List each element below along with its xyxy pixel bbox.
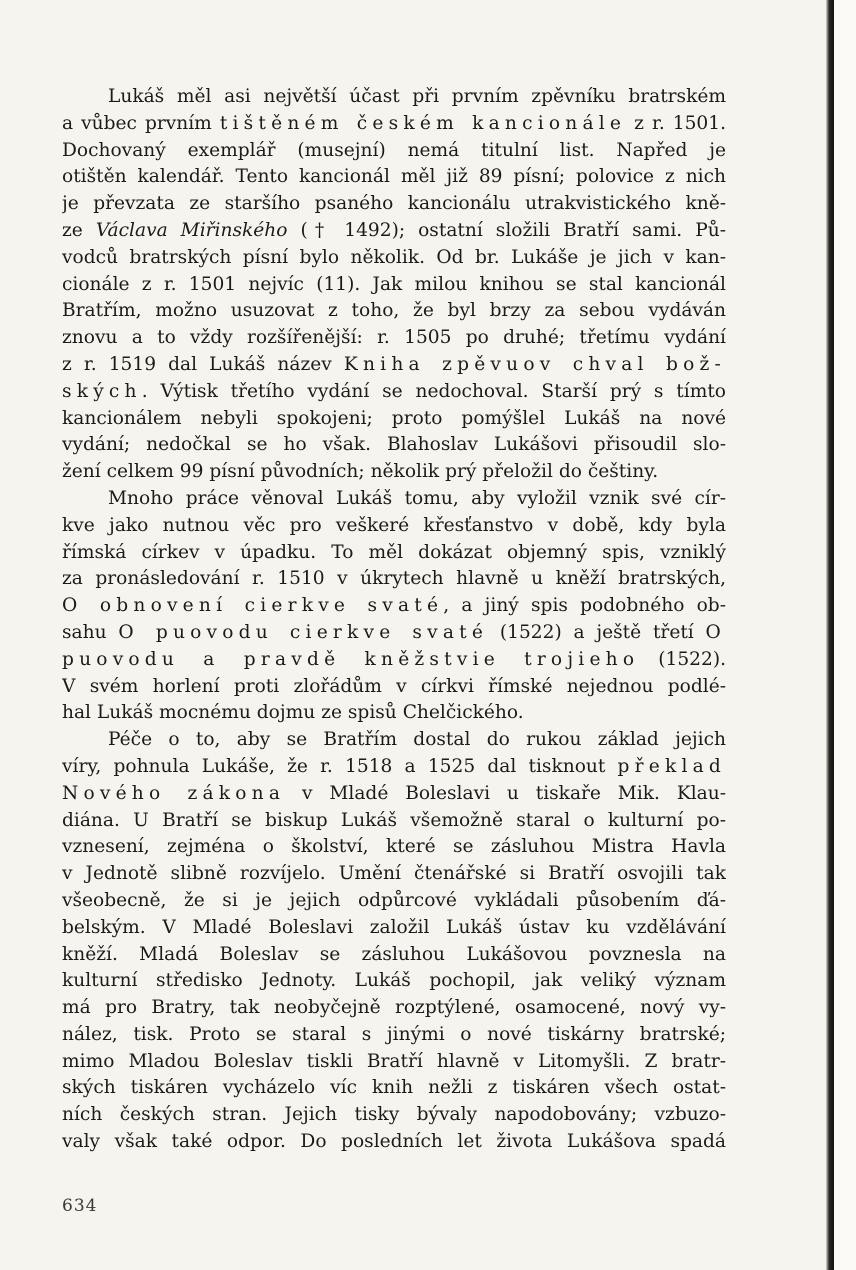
text-run: otištěn kalendář. Tento kancionál měl již 89 písní; polovice z nich [62,166,726,188]
text-line [62,1129,726,1156]
text-run: Péče o to, aby se Bratřím dostal do rukou základ jejich [108,729,726,751]
text-line [62,486,726,513]
text-run: vydání; nedočkal se ho však. Blahoslav Lukášovi přisoudil slo- [62,434,726,456]
text-run: kněží. Mladá Boleslav se zásluhou Lukášovou povznesla na [62,943,726,965]
text-run: belským. V Mladé Boleslavi založil Lukáš ústav ku vzdělávání [62,916,726,938]
text-line [62,727,726,754]
page-gutter [834,0,856,1270]
text-line [62,111,726,138]
text-run: Bratřím, možno usuzovat z toho, že byl brzy za sebou vydáván [62,300,726,322]
text-line [62,781,726,808]
text-run: sahu [62,621,119,643]
text-line [62,1022,726,1049]
text-line [62,298,726,325]
text-line [62,432,726,459]
text-run: kulturní středisko Jednoty. Lukáš pochopil, jak veliký význam [62,970,726,992]
text-run: ze [62,219,96,241]
spaced-emphasis: O puovodu cierkve svaté [118,621,489,643]
page-number: 634 [62,1196,98,1216]
text-run: římská církev v úpadku. To měl dokázat objemný spis, vzniklý [62,541,726,563]
text-run: žení celkem 99 písní původních; několik prý přeložil do češtiny. [62,461,659,483]
text-line [62,942,726,969]
text-line [62,674,726,701]
text-run: z r. 1519 dal Lukáš název [62,353,344,375]
text-line [62,808,726,835]
text-line [62,406,726,433]
text-run: cionále z r. 1501 nejvíc (11). Jak milou knihou se stal kancionál [62,273,726,295]
text-line [62,218,726,245]
text-line [62,968,726,995]
text-run: víry, pohnula Lukáše, že r. 1518 a 1525 dal tisknout [62,755,618,777]
text-run: v Mladé Boleslavi u tiskaře Mik. Klau- [285,782,726,804]
text-line [62,191,726,218]
text-line [62,861,726,888]
text-run: znovu a to vždy rozšířenější: r. 1505 po druhé; třetímu vydání [62,327,726,349]
text-line [62,1049,726,1076]
text-run: V svém horlení proti zlořádům v církvi římské nejednou podlé- [62,675,726,697]
text-line [62,164,726,191]
text-run: diána. U Bratří se biskup Lukáš všemožně staral o kulturní po- [62,809,726,831]
spaced-emphasis: O obnovení cierkve svaté [62,595,444,617]
spaced-emphasis: puovodu a pravdě kněžstvie trojieho [62,648,640,670]
text-run: Lukáš měl asi největší účast při prvním zpěvníku bratrském [108,86,726,107]
text-run: v Jednotě slibně rozvíjelo. Umění čtenářské si Bratří osvojili tak [62,863,726,885]
text-line [62,915,726,942]
text-line [62,700,726,727]
text-run: a vůbec prvním [62,112,220,134]
text-line [62,620,726,647]
spaced-emphasis: Nového zákona [62,782,286,804]
text-run: všeobecně, že si je jejich odpůrcové vykládali působením ďá- [62,889,726,911]
text-line [62,379,726,406]
text-line [62,888,726,915]
text-line [62,352,726,379]
text-line [62,540,726,567]
text-run: nález, tisk. Proto se staral s jinými o nové tiskárny bratrské; [62,1023,726,1045]
text-line [62,1102,726,1129]
text-run: . Výtisk třetího vydání se nedochoval. Starší prý s tímto [141,380,726,402]
body-text [62,84,726,1156]
text-run: vznesení, zejména o školství, které se zásluhou Mistra Havla [62,836,726,858]
text-line [62,245,726,272]
text-line [62,647,726,674]
text-run: kve jako nutnou věc pro veškeré křesťanstvo v době, kdy byla [62,514,726,536]
text-run: má pro Bratry, tak neobyčejně rozptýlené, osamocené, nový vy- [62,997,726,1019]
text-run: hal Lukáš mocnému dojmu ze spisů Chelčického. [62,702,524,724]
text-line [62,566,726,593]
spaced-emphasis: Kniha zpěvuov chval bož- [343,353,726,375]
text-line [62,138,726,165]
text-line [62,513,726,540]
text-run: Dochovaný exemplář (musejní) nemá titulní list. Napřed je [62,139,726,161]
text-line [62,272,726,299]
text-run: valy však také odpor. Do posledních let života Lukášova spadá [62,1131,726,1153]
text-run: kancionálem nebyli spokojeni; proto pomýšlel Lukáš na nové [62,407,726,429]
spaced-emphasis: ských [62,380,142,402]
text-line [62,593,726,620]
page-edge-shadow [826,0,834,1270]
text-line [62,1075,726,1102]
text-line [62,995,726,1022]
text-run: vodců bratrských písní bylo několik. Od br. Lukáše je jich v kan- [62,246,726,268]
text-line [62,325,726,352]
text-run: z r. 1501. [626,112,726,134]
italic-name: Václava Miřinského [95,219,288,241]
text-line [62,459,726,486]
text-run: (1522). [639,648,726,670]
spaced-emphasis: tištěném českém kancionále [219,112,627,134]
text-run: († 1492); ostatní složili Bratří sami. Pů- [287,219,726,241]
text-line [62,84,726,111]
text-run: , a jiný spis podobného ob- [443,595,726,617]
text-run: ských tiskáren vycházelo víc knih nežli z tiskáren všech ostat- [62,1077,726,1099]
text-line [62,754,726,781]
text-line [62,834,726,861]
text-run: mimo Mladou Boleslav tiskli Bratří hlavně v Litomyšli. Z bratr- [62,1050,726,1072]
spaced-emphasis: překlad [617,755,726,777]
text-run: ních českých stran. Jejich tisky bývaly napodobovány; vzbuzo- [62,1104,726,1126]
spaced-emphasis: O [705,621,726,643]
text-run: Mnoho práce věnoval Lukáš tomu, aby vyložil vznik své cír- [108,487,726,509]
text-run: za pronásledování r. 1510 v úkrytech hlavně u kněží bratrských, [62,568,726,590]
text-run: je převzata ze staršího psaného kancionálu utrakvistického kně- [62,193,726,215]
text-run: (1522) a ještě třetí [488,621,706,643]
